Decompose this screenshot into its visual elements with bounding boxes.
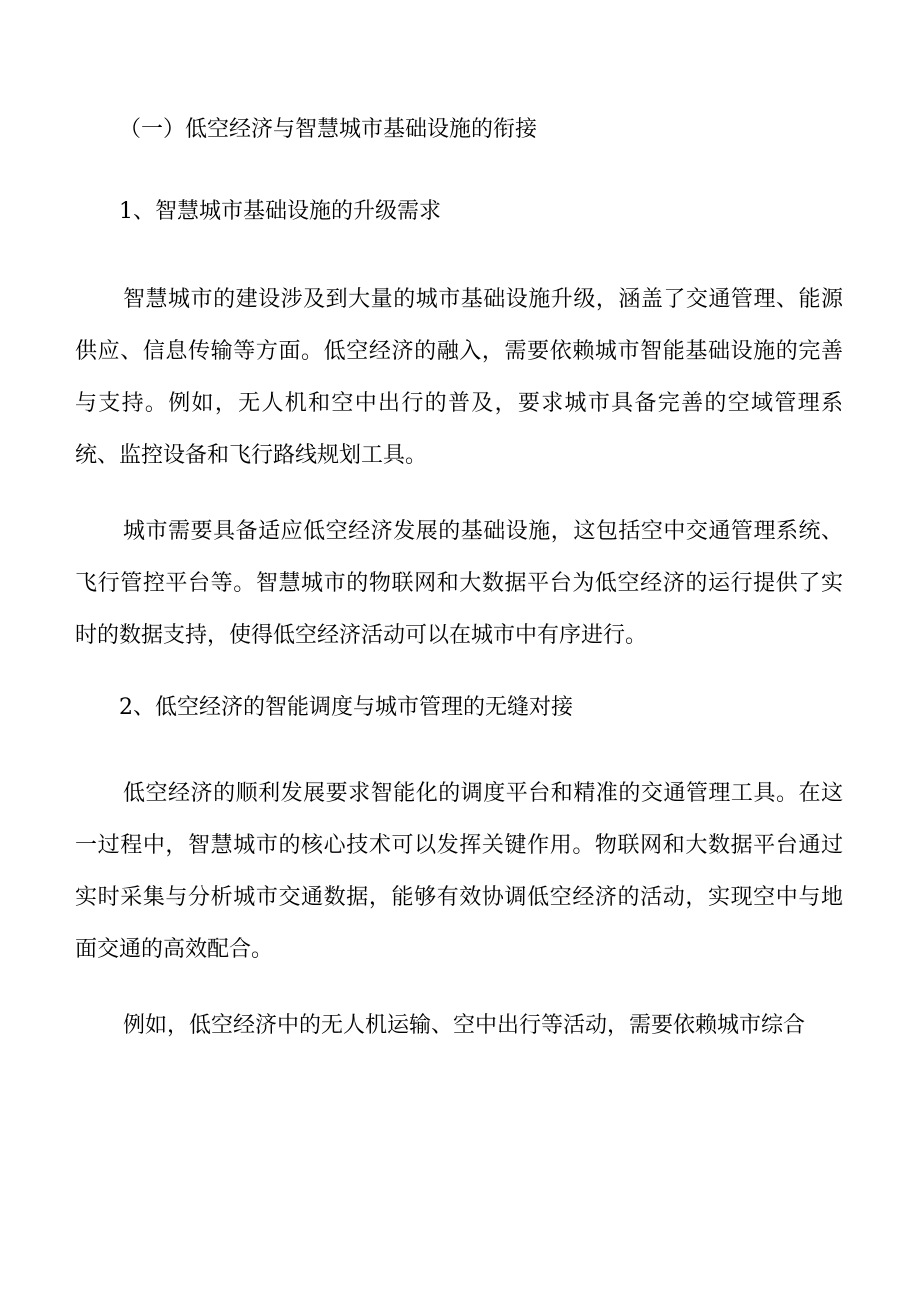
section-heading: （一）低空经济与智慧城市基础设施的衔接 — [119, 117, 538, 142]
paragraph-3: 低空经济的顺利发展要求智能化的调度平台和精准的交通管理工具。在这一过程中，智慧城市的核心技术可以发挥关键作用。物联网和大数据平台通过实时采集与分析城市交通数据，能够有效协调低空经济的活动，实现空中与地面交通的高效配合。 — [75, 781, 843, 962]
paragraph-1: 智慧城市的建设涉及到大量的城市基础设施升级，涵盖了交通管理、能源供应、信息传输等方面。低空经济的融入，需要依赖城市智能基础设施的完善与支持。例如，无人机和空中出行的普及，要求城市具备完善的空域管理系统、监控设备和飞行路线规划工具。 — [75, 287, 843, 468]
document-body — [75, 108, 843, 1076]
paragraph-4: 例如，低空经济中的无人机运输、空中出行等活动，需要依赖城市综合 — [123, 1013, 806, 1038]
subheading-1: 1、智慧城市基础设施的升级需求 — [119, 199, 441, 224]
paragraph-2: 城市需要具备适应低空经济发展的基础设施，这包括空中交通管理系统、飞行管控平台等。智慧城市的物联网和大数据平台为低空经济的运行提供了实时的数据支持，使得低空经济活动可以在城市中有序进行。 — [75, 519, 843, 648]
subheading-2: 2、低空经济的智能调度与城市管理的无缝对接 — [119, 695, 573, 720]
